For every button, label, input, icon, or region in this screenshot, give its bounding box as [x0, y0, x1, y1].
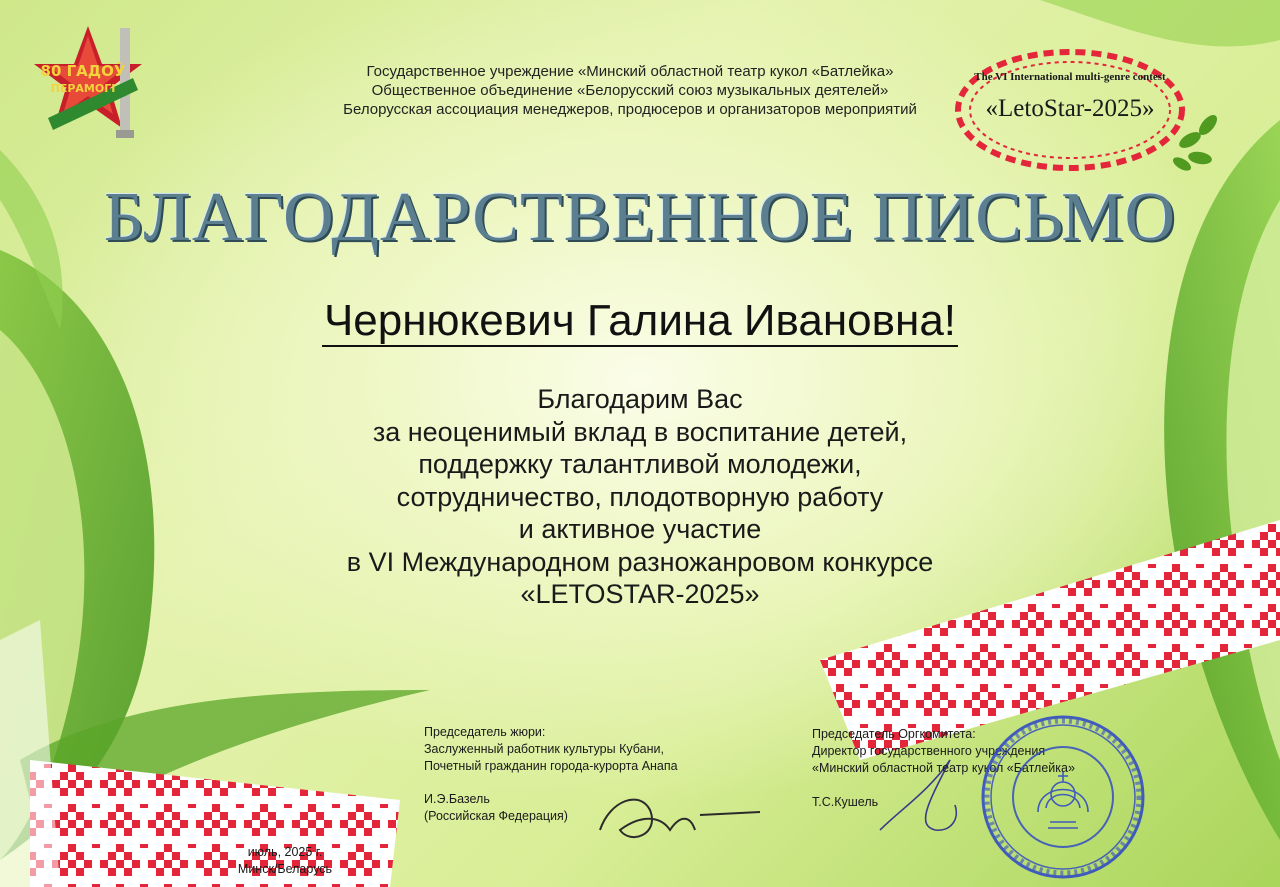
recipient-name-wrapper	[0, 296, 1280, 346]
signatory-line: Директор государственного учреждения	[812, 744, 1046, 758]
signatory-line: Почетный гражданин города-курорта Анапа	[424, 759, 678, 773]
round-seal-icon	[978, 712, 1148, 882]
gratitude-text	[240, 383, 1040, 611]
signatory-line: Председатель жюри:	[424, 725, 546, 739]
signatory-name: Т.С.Кушель	[812, 795, 879, 809]
logo-left-line-2: ПЕРАМОГІ	[50, 82, 116, 95]
letostar-logo	[950, 40, 1240, 190]
organization-line: Государственное учреждение «Минский областной театр кукол «Батлейка»	[366, 63, 894, 80]
orgcommittee-chair-name-block	[812, 794, 878, 811]
jury-chair-name-block	[424, 791, 568, 825]
body-line: в VI Международном разножанровом конкурсе	[346, 546, 934, 577]
organization-line: Белорусская ассоциация менеджеров, продюсеров и организаторов мероприятий	[343, 101, 917, 118]
signatory-note: (Российская Федерация)	[424, 809, 568, 823]
date-block	[225, 844, 345, 878]
ornament-wreath-logo-icon	[950, 40, 1240, 185]
body-line: Благодарим Вас	[537, 384, 743, 414]
body-line: и активное участие	[518, 514, 762, 544]
jury-chair-block	[424, 724, 678, 775]
contest-subtitle: The VI International multi-genre contest	[974, 71, 1166, 83]
date-line: июль, 2025 г.	[247, 845, 323, 859]
organization-line: Общественное объединение «Белорусский союз музыкальных деятелей»	[371, 82, 889, 99]
document-title: БЛАГОДАРСТВЕННОЕ ПИСЬМО	[103, 179, 1177, 256]
contest-name: «LetoStar-2025»	[985, 95, 1155, 122]
victory-80-logo	[28, 18, 158, 148]
body-line: сотрудничество, плодотворную работу	[396, 481, 884, 512]
signature-left-icon	[600, 800, 760, 837]
body-line: поддержку талантливой молодежи,	[418, 449, 862, 479]
logo-left-line-1: 80 ГАДОЎ	[40, 62, 126, 80]
star-monument-logo-icon	[28, 18, 158, 143]
organizations-header	[300, 62, 960, 119]
place-line: Минск/Беларусь	[237, 862, 333, 876]
signatory-line: Заслуженный работник культуры Кубани,	[424, 742, 664, 756]
body-line: «LETOSTAR-2025»	[520, 579, 760, 609]
signatory-line: Председатель Оргкомитета:	[812, 727, 976, 741]
official-stamp	[978, 712, 1148, 887]
signatory-name: И.Э.Базель	[424, 792, 490, 806]
recipient-name: Чернюкевич Галина Ивановна!	[323, 296, 957, 345]
signatory-line: «Минский областной театр кукол «Батлейка»	[812, 761, 1075, 775]
body-line: за неоценимый вклад в воспитание детей,	[372, 416, 908, 447]
